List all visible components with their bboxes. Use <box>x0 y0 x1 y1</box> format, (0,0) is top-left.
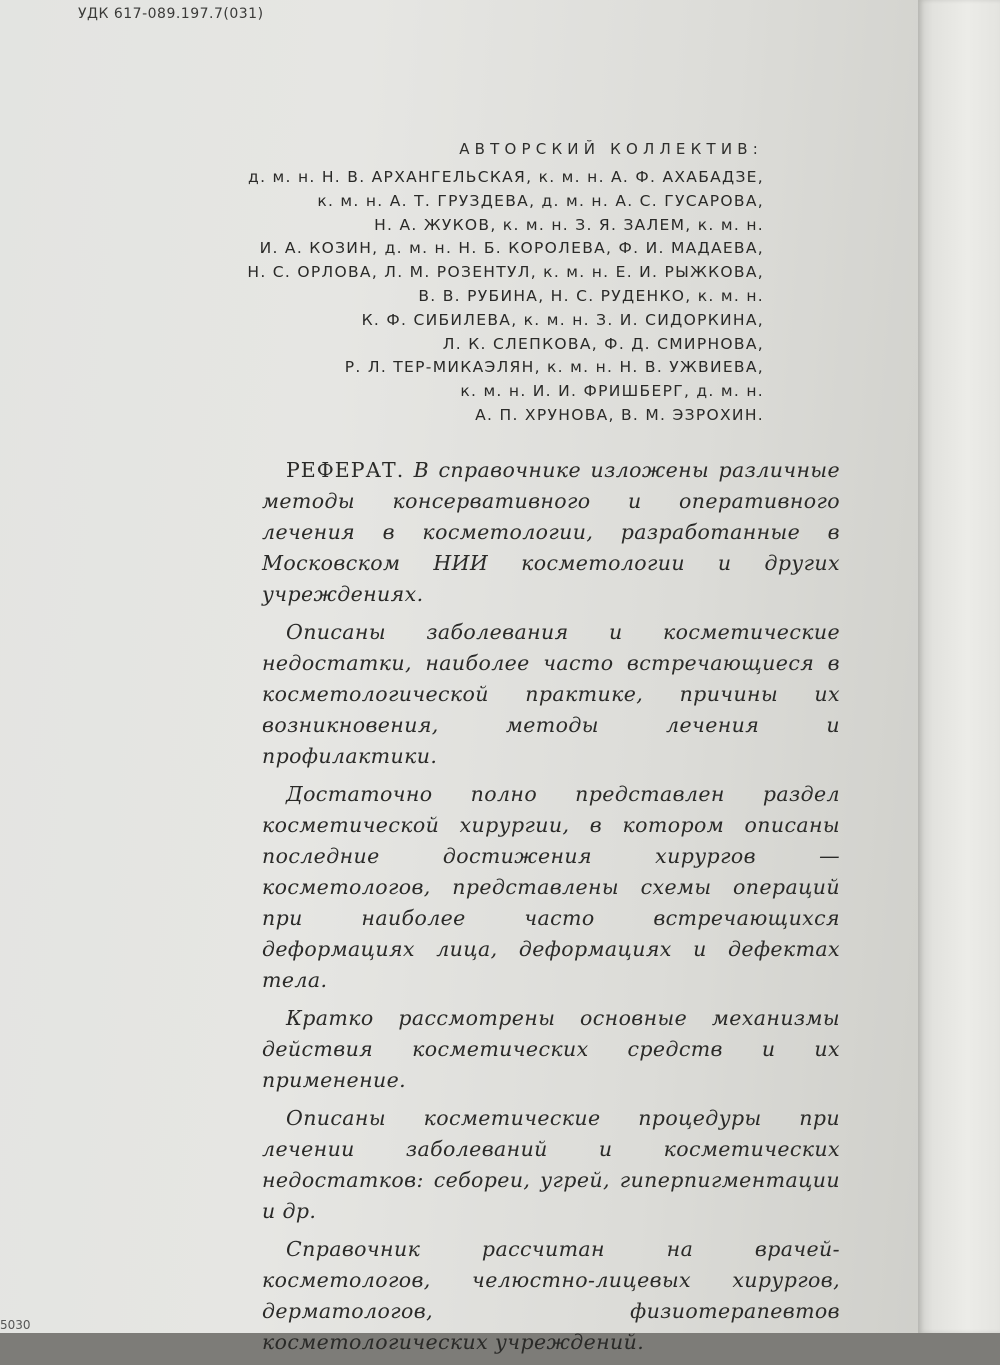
abstract-lead: РЕФЕРАТ. <box>286 458 405 482</box>
abstract-paragraph-6: Справочник рассчитан на врачей-косметологов, челюстно-лицевых хирургов, дерматологов, физиотерапевтов косметологических учреждений. <box>262 1237 840 1354</box>
author-line: Н. С. ОРЛОВА, Л. М. РОЗЕНТУЛ, к. м. н. Е. И. РЫЖКОВА, <box>247 263 764 282</box>
abstract-paragraph-2: Описаны заболевания и косметические недостатки, наиболее часто встречающиеся в косметологической практике, причины их возникновения, методы лечения и профилактики. <box>262 620 840 768</box>
author-line: А. П. ХРУНОВА, В. М. ЭЗРОХИН. <box>475 405 764 424</box>
author-line: В. В. РУБИНА, Н. С. РУДЕНКО, к. м. н. <box>418 286 764 305</box>
authors-list <box>124 166 764 428</box>
author-line: К. Ф. СИБИЛЕВА, к. м. н. З. И. СИДОРКИНА, <box>361 310 764 329</box>
author-line: Л. К. СЛЕПКОВА, Ф. Д. СМИРНОВА, <box>442 334 764 353</box>
author-line: к. м. н. И. И. ФРИШБЕРГ, д. м. н. <box>460 382 764 401</box>
print-mark: 5030 <box>0 1318 31 1332</box>
udk-code: УДК 617-089.197.7(031) <box>78 6 264 22</box>
authors-heading: АВТОРСКИЙ КОЛЛЕКТИВ: <box>459 140 763 158</box>
abstract-text: В справочнике изложены различные методы консервативного и оперативного лечения в косметологии, разработанные в Московском НИИ косметологии и других учреждениях. <box>262 458 840 606</box>
abstract <box>262 455 840 1365</box>
abstract-paragraph-3: Достаточно полно представлен раздел косметической хирургии, в котором описаны последние достижения хирургов — косметологов, представлены схемы операций при наиболее часто встречающихся деформациях лица, деформациях и дефектах тела. <box>262 782 840 992</box>
abstract-paragraph-4: Кратко рассмотрены основные механизмы действия косметических средств и их применение. <box>262 1006 840 1092</box>
author-line: И. А. КОЗИН, д. м. н. Н. Б. КОРОЛЕВА, Ф. И. МАДАЕВА, <box>259 239 764 258</box>
author-line: Н. А. ЖУКОВ, к. м. н. З. Я. ЗАЛЕМ, к. м. н. <box>374 215 764 234</box>
author-line: к. м. н. А. Т. ГРУЗДЕВА, д. м. н. А. С. ГУСАРОВА, <box>317 191 764 210</box>
author-line: Р. Л. ТЕР-МИКАЭЛЯН, к. м. н. Н. В. УЖВИЕВА, <box>344 358 764 377</box>
abstract-paragraph-1 <box>262 455 840 610</box>
author-line: д. м. н. Н. В. АРХАНГЕЛЬСКАЯ, к. м. н. А. Ф. АХАБАДЗЕ, <box>248 168 764 186</box>
next-page-edge <box>918 0 1000 1333</box>
abstract-paragraph-5: Описаны косметические процедуры при лечении заболеваний и косметических недостатков: себореи, угрей, гиперпигментации и др. <box>262 1106 840 1223</box>
